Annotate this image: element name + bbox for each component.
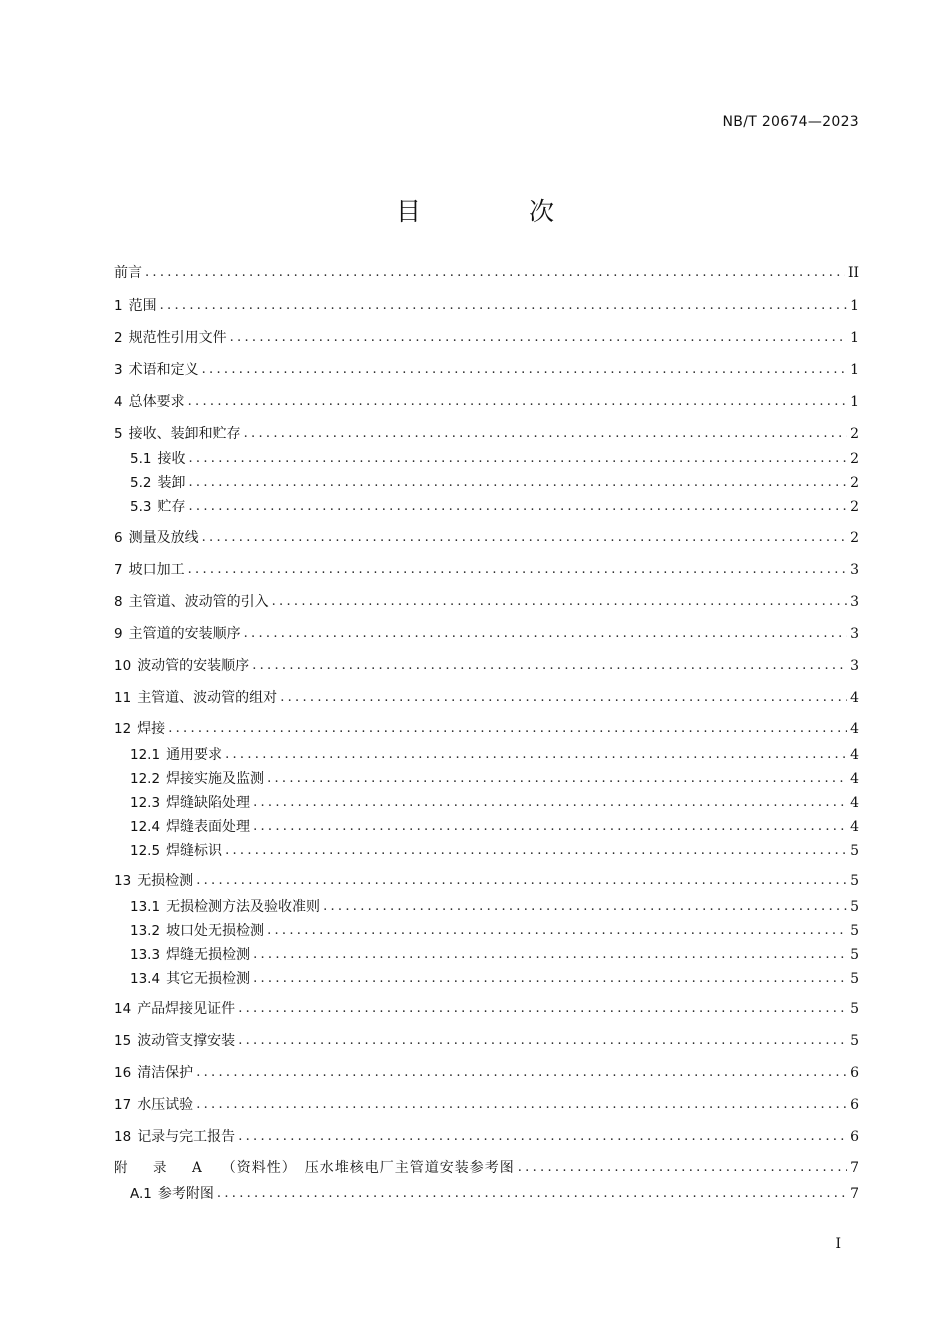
toc-entry-page: 4 — [850, 795, 859, 811]
toc-entry[interactable] — [114, 871, 859, 891]
toc-entry-title: 术语和定义 — [128, 362, 199, 378]
toc-entry[interactable] — [114, 560, 859, 580]
toc-entry-number: 13.2 — [130, 923, 161, 939]
toc-entry-number: 12.3 — [130, 795, 161, 811]
toc-entry[interactable] — [114, 328, 859, 348]
toc-entry-page: 5 — [850, 873, 859, 889]
toc-entry[interactable] — [114, 296, 859, 316]
toc-entry[interactable] — [130, 497, 859, 517]
toc-entry-page: 2 — [850, 499, 859, 515]
toc-entry-number: 13.3 — [130, 947, 161, 963]
toc-leader-dots — [323, 897, 847, 917]
toc-entry-title: 焊缝无损检测 — [166, 947, 251, 963]
toc-entry-number: 18 — [114, 1129, 132, 1145]
toc-entry-title: 装卸 — [157, 475, 186, 491]
toc-entry-title: 其它无损检测 — [166, 971, 251, 987]
toc-entry-number: 10 — [114, 658, 132, 674]
toc-entry-number: 17 — [114, 1097, 132, 1113]
toc-leader-dots — [253, 817, 847, 837]
toc-entry-title: 前言 — [114, 265, 142, 281]
toc-entry-title: 接收 — [157, 451, 186, 467]
toc-entry-title: 焊缝表面处理 — [166, 819, 251, 835]
toc-entry[interactable] — [114, 688, 859, 708]
toc-leader-dots — [244, 624, 847, 644]
toc-entry-number: 6 — [114, 530, 123, 546]
toc-entry-number: 14 — [114, 1001, 132, 1017]
toc-entry-number: A.1 — [130, 1186, 152, 1202]
toc-entry[interactable] — [114, 528, 859, 548]
toc-leader-dots — [253, 945, 847, 965]
toc-leader-dots — [188, 560, 847, 580]
toc-entry-title: 坡口加工 — [128, 562, 185, 578]
toc-entry-number: 13 — [114, 873, 132, 889]
toc-leader-dots — [272, 592, 847, 612]
toc-entry-number: 3 — [114, 362, 123, 378]
toc-entry-page: 1 — [850, 362, 859, 378]
toc-entry[interactable] — [114, 999, 859, 1019]
toc-entry[interactable] — [114, 719, 859, 739]
toc-entry[interactable] — [130, 969, 859, 989]
toc-entry-title: 范围 — [128, 298, 157, 314]
toc-entry[interactable] — [114, 392, 859, 412]
toc-leader-dots — [238, 1031, 847, 1051]
toc-entry-number: 附 录 A — [114, 1160, 208, 1176]
toc-entry-title: 测量及放线 — [128, 530, 199, 546]
toc-entry-title: 产品焊接见证件 — [137, 1001, 236, 1017]
toc-leader-dots — [168, 719, 847, 739]
toc-entry-page: 4 — [850, 747, 859, 763]
toc-entry-number: 8 — [114, 594, 123, 610]
toc-entry[interactable] — [114, 1095, 859, 1115]
toc-entry-title: 波动管支撑安装 — [137, 1033, 236, 1049]
toc-leader-dots — [160, 296, 847, 316]
toc-entry[interactable] — [114, 1063, 859, 1083]
toc-entry-title: 水压试验 — [137, 1097, 194, 1113]
toc-entry-title: 通用要求 — [166, 747, 223, 763]
toc-leader-dots — [145, 263, 845, 283]
toc-leader-dots — [238, 999, 847, 1019]
toc-leader-dots — [244, 424, 847, 444]
toc-entry-page: 6 — [850, 1065, 859, 1081]
toc-entry[interactable] — [130, 945, 859, 965]
toc-entry-number: 11 — [114, 690, 132, 706]
toc-entry-page: 2 — [850, 426, 859, 442]
toc-entry[interactable] — [114, 592, 859, 612]
toc-entry-number: 2 — [114, 330, 123, 346]
toc-entry-page: 1 — [850, 330, 859, 346]
toc-entry-title: 参考附图 — [157, 1186, 214, 1202]
toc-entry-page: 5 — [850, 923, 859, 939]
toc-entry-page: 1 — [850, 298, 859, 314]
toc-leader-dots — [188, 392, 847, 412]
toc-leader-dots — [252, 656, 847, 676]
toc-entry-page: 7 — [850, 1160, 859, 1176]
toc-entry[interactable] — [130, 897, 859, 917]
toc-entry[interactable] — [114, 1158, 859, 1178]
toc-entry-number: 12.1 — [130, 747, 161, 763]
toc-entry-number: 5 — [114, 426, 123, 442]
toc-entry-title: 焊接 — [137, 721, 166, 737]
toc-entry-page: 1 — [850, 394, 859, 410]
toc-leader-dots — [188, 497, 847, 517]
toc-entry[interactable] — [130, 1184, 859, 1204]
toc-entry-title: 规范性引用文件 — [128, 330, 227, 346]
toc-entry-number: 7 — [114, 562, 123, 578]
toc-entry-number: 15 — [114, 1033, 132, 1049]
toc-entry-page: 5 — [850, 1033, 859, 1049]
toc-entry-title: 主管道、波动管的组对 — [137, 690, 278, 706]
toc-leader-dots — [280, 688, 847, 708]
toc-entry-number: 16 — [114, 1065, 132, 1081]
toc-leader-dots — [188, 473, 847, 493]
toc-entry-page: 5 — [850, 843, 859, 859]
toc-leader-dots — [238, 1127, 847, 1147]
toc-entry-number: 9 — [114, 626, 123, 642]
toc-entry[interactable] — [130, 745, 859, 765]
toc-leader-dots — [188, 449, 847, 469]
toc-entry-page: 4 — [850, 819, 859, 835]
toc-entry-page: 4 — [850, 721, 859, 737]
toc-entry-page: 3 — [850, 658, 859, 674]
toc-entry-number: 13.4 — [130, 971, 161, 987]
toc-entry-number: 12 — [114, 721, 132, 737]
toc-leader-dots — [217, 1184, 847, 1204]
toc-entry[interactable] — [130, 449, 859, 469]
toc-entry[interactable] — [130, 769, 859, 789]
toc-entry-page: II — [847, 265, 859, 281]
toc-entry-page: 2 — [850, 530, 859, 546]
toc-entry-number: 12.4 — [130, 819, 161, 835]
toc-entry-page: 5 — [850, 899, 859, 915]
toc-leader-dots — [196, 1063, 847, 1083]
toc-leader-dots — [267, 921, 847, 941]
toc-entry[interactable] — [130, 793, 859, 813]
toc-entry-title: 波动管的安装顺序 — [137, 658, 250, 674]
toc-entry-number: 12.2 — [130, 771, 161, 787]
toc-entry-number: 4 — [114, 394, 123, 410]
page-number: I — [835, 1236, 841, 1252]
toc-leader-dots — [267, 769, 847, 789]
toc-entry[interactable] — [114, 624, 859, 644]
toc-leader-dots — [196, 1095, 847, 1115]
toc-entry[interactable] — [130, 817, 859, 837]
toc-leader-dots — [253, 793, 847, 813]
toc-leader-dots — [202, 528, 847, 548]
toc-entry-number: 5.2 — [130, 475, 152, 491]
toc-entry-page: 5 — [850, 1001, 859, 1017]
toc-entry-number: 1 — [114, 298, 123, 314]
toc-entry-title: 焊接实施及监测 — [166, 771, 265, 787]
toc-leader-dots — [196, 871, 847, 891]
toc-entry-title: 清洁保护 — [137, 1065, 194, 1081]
toc-entry-page: 2 — [850, 475, 859, 491]
toc-entry-number: 5.1 — [130, 451, 152, 467]
toc-entry-page: 6 — [850, 1097, 859, 1113]
toc-entry-title: 焊缝标识 — [166, 843, 223, 859]
toc-leader-dots — [230, 328, 847, 348]
toc-entry-title: （资料性） 压水堆核电厂主管道安装参考图 — [221, 1160, 515, 1176]
toc-entry[interactable] — [130, 473, 859, 493]
toc-entry-page: 3 — [850, 626, 859, 642]
toc-entry-title: 记录与完工报告 — [137, 1129, 236, 1145]
toc-entry-page: 3 — [850, 562, 859, 578]
toc-entry-page: 6 — [850, 1129, 859, 1145]
toc-entry-title: 主管道、波动管的引入 — [128, 594, 269, 610]
toc-entry-title: 贮存 — [157, 499, 186, 515]
toc-leader-dots — [202, 360, 847, 380]
toc-entry-title: 接收、装卸和贮存 — [128, 426, 241, 442]
toc-entry-page: 5 — [850, 971, 859, 987]
toc-entry[interactable] — [114, 424, 859, 444]
toc-entry-number: 5.3 — [130, 499, 152, 515]
toc-entry[interactable] — [114, 1031, 859, 1051]
toc-entry[interactable] — [114, 360, 859, 380]
toc-entry-title: 坡口处无损检测 — [166, 923, 265, 939]
page-title: 目 次 — [396, 197, 604, 226]
standard-code: NB/T 20674—2023 — [722, 114, 859, 130]
toc-leader-dots — [225, 745, 847, 765]
toc-entry[interactable] — [114, 263, 859, 283]
toc-entry[interactable] — [130, 841, 859, 861]
toc-entry[interactable] — [114, 656, 859, 676]
toc-entry-page: 4 — [850, 771, 859, 787]
toc-entry-page: 7 — [850, 1186, 859, 1202]
toc-entry-title: 无损检测方法及验收准则 — [166, 899, 321, 915]
toc-leader-dots — [253, 969, 847, 989]
toc-entry-page: 4 — [850, 690, 859, 706]
toc-entry-title: 总体要求 — [128, 394, 185, 410]
toc-entry-title: 焊缝缺陷处理 — [166, 795, 251, 811]
toc-entry-page: 3 — [850, 594, 859, 610]
toc-leader-dots — [518, 1158, 847, 1178]
toc-entry-page: 2 — [850, 451, 859, 467]
toc-entry-page: 5 — [850, 947, 859, 963]
toc-entry[interactable] — [130, 921, 859, 941]
toc-entry[interactable] — [114, 1127, 859, 1147]
toc-entry-title: 主管道的安装顺序 — [128, 626, 241, 642]
toc-leader-dots — [225, 841, 847, 861]
toc-entry-number: 12.5 — [130, 843, 161, 859]
toc-entry-title: 无损检测 — [137, 873, 194, 889]
toc-entry-number: 13.1 — [130, 899, 161, 915]
